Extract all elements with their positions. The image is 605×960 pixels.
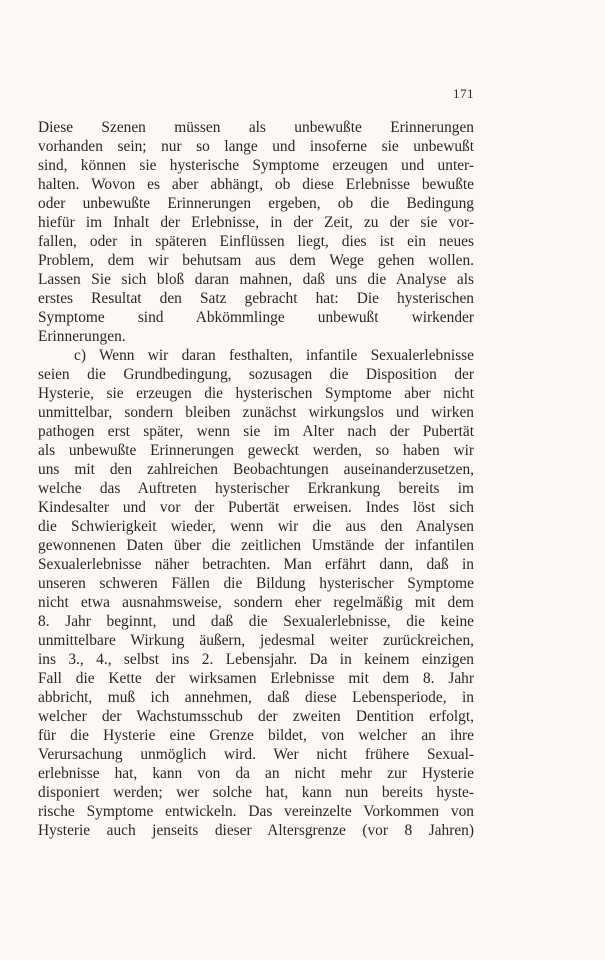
text-line: rische Symptome entwickeln. Das vereinzelte Vorkommen von xyxy=(38,803,474,820)
body-text xyxy=(38,118,474,840)
text-line: ins 3., 4., selbst ins 2. Lebensjahr. Da in keinem einzigen xyxy=(38,651,474,668)
text-line: sind, können sie hysterische Symptome erzeugen und unter- xyxy=(38,157,474,174)
text-line: Symptome sind Abkömmlinge unbewußt wirkender xyxy=(38,309,474,326)
text-line: Erinnerungen. xyxy=(38,328,126,345)
text-line: welcher der Wachstumsschub der zweiten Dentition erfolgt, xyxy=(38,708,474,725)
text-line: vorhanden sein; nur so lange und insoferne sie unbewußt xyxy=(38,138,474,155)
text-line: unmittelbar, sondern bleiben zunächst wirkungslos und wirken xyxy=(38,404,474,421)
text-line: oder unbewußte Erinnerungen ergeben, ob die Bedingung xyxy=(38,195,474,212)
text-line: unmittelbare Wirkung äußern, jedesmal weiter zurückreichen, xyxy=(38,632,474,649)
text-line: erlebnisse hat, kann von da an nicht mehr zur Hysterie xyxy=(38,765,474,782)
text-line: nicht etwa ausnahmsweise, sondern eher regelmäßig mit dem xyxy=(38,594,474,611)
text-line: 8. Jahr beginnt, und daß die Sexualerlebnisse, die keine xyxy=(38,613,474,630)
text-line: seien die Grundbedingung, sozusagen die Disposition der xyxy=(38,366,474,383)
text-line: halten. Wovon es aber abhängt, ob diese Erlebnisse bewußte xyxy=(38,176,474,193)
text-line: Hysterie, sie erzeugen die hysterischen Symptome aber nicht xyxy=(38,385,474,402)
text-line: Problem, dem wir behutsam aus dem Wege gehen wollen. xyxy=(38,252,474,269)
text-line: welche das Auftreten hysterischer Erkrankung bereits im xyxy=(38,480,474,497)
text-line: abbricht, muß ich annehmen, daß diese Lebensperiode, in xyxy=(38,689,474,706)
text-line: erstes Resultat den Satz gebracht hat: Die hysterischen xyxy=(38,290,474,307)
text-line: als unbewußte Erinnerungen geweckt werden, so haben wir xyxy=(38,442,474,459)
text-line: fallen, oder in späteren Einflüssen liegt, dies ist ein neues xyxy=(38,233,474,250)
text-line: Fall die Kette der wirksamen Erlebnisse mit dem 8. Jahr xyxy=(38,670,474,687)
text-line: Lassen Sie sich bloß daran mahnen, daß uns die Analyse als xyxy=(38,271,474,288)
text-line: c) Wenn wir daran festhalten, infantile Sexualerlebnisse xyxy=(74,347,474,364)
text-line: Sexualerlebnisse näher betrachten. Man erfährt dann, daß in xyxy=(38,556,474,573)
text-line: die Schwierigkeit wieder, wenn wir die aus den Analysen xyxy=(38,518,474,535)
text-line: für die Hysterie eine Grenze bildet, von welcher an ihre xyxy=(38,727,474,744)
text-line: Diese Szenen müssen als unbewußte Erinnerungen xyxy=(38,119,474,136)
text-line: gewonnenen Daten über die zeitlichen Umstände der infantilen xyxy=(38,537,474,554)
text-line: hiefür im Inhalt der Erlebnisse, in der Zeit, zu der sie vor- xyxy=(38,214,474,231)
text-line: Verursachung unmöglich wird. Wer nicht frühere Sexual- xyxy=(38,746,474,763)
text-line: Hysterie auch jenseits dieser Altersgrenze (vor 8 Jahren) xyxy=(38,822,474,839)
text-line: Kindesalter und vor der Pubertät erweisen. Indes löst sich xyxy=(38,499,474,516)
text-line: unseren schweren Fällen die Bildung hysterischer Symptome xyxy=(38,575,474,592)
text-line: pathogen erst später, wenn sie im Alter nach der Pubertät xyxy=(38,423,474,440)
text-line: uns mit den zahlreichen Beobachtungen auseinanderzusetzen, xyxy=(38,461,474,478)
page-number: 171 xyxy=(453,86,474,101)
text-line: disponiert werden; wer solche hat, kann nun bereits hyste- xyxy=(38,784,474,801)
